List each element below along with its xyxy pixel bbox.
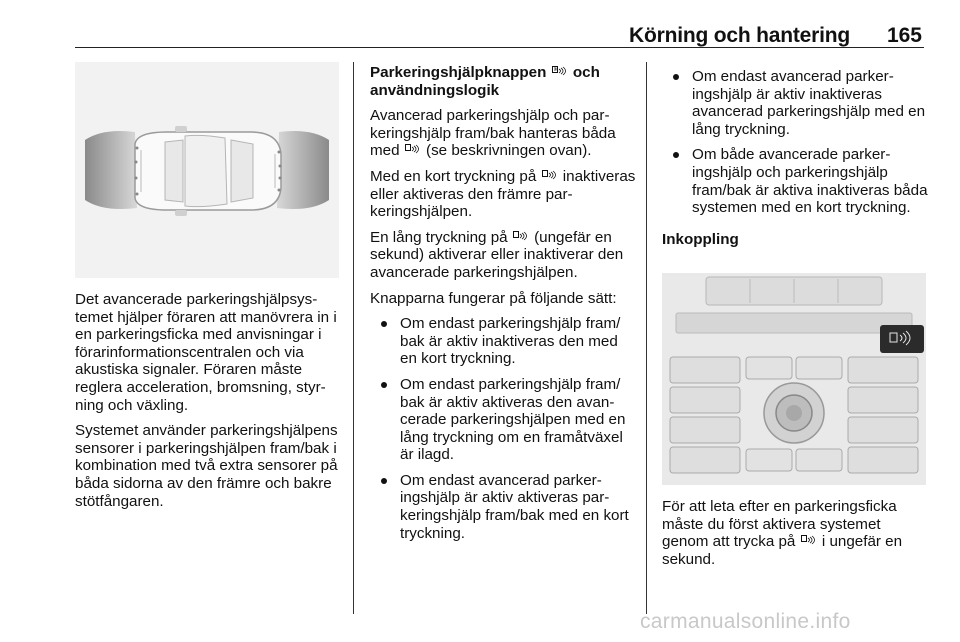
paragraph-activation: För att leta efter en parkeringsficka måste du först aktivera systemet genom att trycka på i ungefär en sekund. <box>662 498 903 568</box>
paragraph-buttons-function: Knapparna fungerar på följande sätt: <box>370 289 617 307</box>
parking-assist-icon <box>552 66 568 78</box>
list-item: Om både avancerade parkeringshjälp och parkeringshjälp fram/bak är aktiva inaktiveras båda systemen med en kort tryckning. <box>662 146 928 216</box>
list-item: Om endast parkeringshjälp fram/ bak är aktiv aktiveras den avancerade parkeringshjälpen med en lång tryckning om en framåtväxel är ilagd. <box>370 376 636 464</box>
column-divider-2 <box>646 62 647 614</box>
chapter-title: Körning och hantering <box>629 24 850 47</box>
paragraph-button-logic: Avancerad parkeringshjälp och parkeringshjälp fram/bak hanteras båda med (se beskrivningen ovan). <box>370 107 616 160</box>
bullet-list-col3 <box>662 68 928 217</box>
paragraph-short-press: Med en kort tryckning på inaktiveras eller aktiveras den främre parkeringshjälpen. <box>370 167 636 221</box>
paragraph-long-press: En lång tryckning på (ungefär en sekund) aktiverar eller inaktiverar den avancerade parkeringshjälpen. <box>370 228 624 281</box>
column-1-text <box>75 291 343 518</box>
paragraph-sensors: Systemet använder parkeringshjälpens sensorer i parkeringshjälpen fram/bak i kombination med två extra sensorer på båda sidorna av den främre och bakre stötfångaren. <box>75 422 338 510</box>
car-sensor-illustration <box>75 62 339 278</box>
center-console-photo <box>662 273 926 485</box>
parking-assist-icon <box>405 144 421 156</box>
parking-assist-icon <box>542 170 558 182</box>
parking-assist-icon <box>513 231 529 243</box>
column-3-text <box>662 68 928 256</box>
section-heading-button: Parkeringshjälpknappen och användningslogik <box>370 64 600 99</box>
paragraph-intro: Det avancerade parkeringshjälpsystemet hjälper föraren att manövrera in i en parkeringsficka med anvisningar i förarinformationscentralen och via akustiska signaler. Föraren måste reglera acceleration, bromsning, styrning och växling. <box>75 291 337 414</box>
car-top-view-icon <box>75 62 339 278</box>
page-number: 165 <box>886 24 922 47</box>
parking-assist-icon <box>801 535 817 547</box>
bullet-list-col2 <box>370 315 636 542</box>
list-item: Om endast avancerad parkeringshjälp är aktiv inaktiveras avancerad parkeringshjälp med en lång tryckning. <box>662 68 928 138</box>
watermark: carmanualsonline.info <box>640 610 851 633</box>
section-heading-activation: Inkoppling <box>662 230 739 248</box>
console-panel-icon <box>662 273 926 485</box>
list-item: Om endast parkeringshjälp fram/ bak är aktiv inaktiveras den med en kort tryckning. <box>370 315 636 368</box>
list-item: Om endast avancerad parkeringshjälp är aktiv aktiveras parkeringshjälp fram/bak med en kort tryckning. <box>370 472 636 542</box>
column-2-text <box>370 64 636 550</box>
header-rule <box>75 47 924 48</box>
column-divider-1 <box>353 62 354 614</box>
